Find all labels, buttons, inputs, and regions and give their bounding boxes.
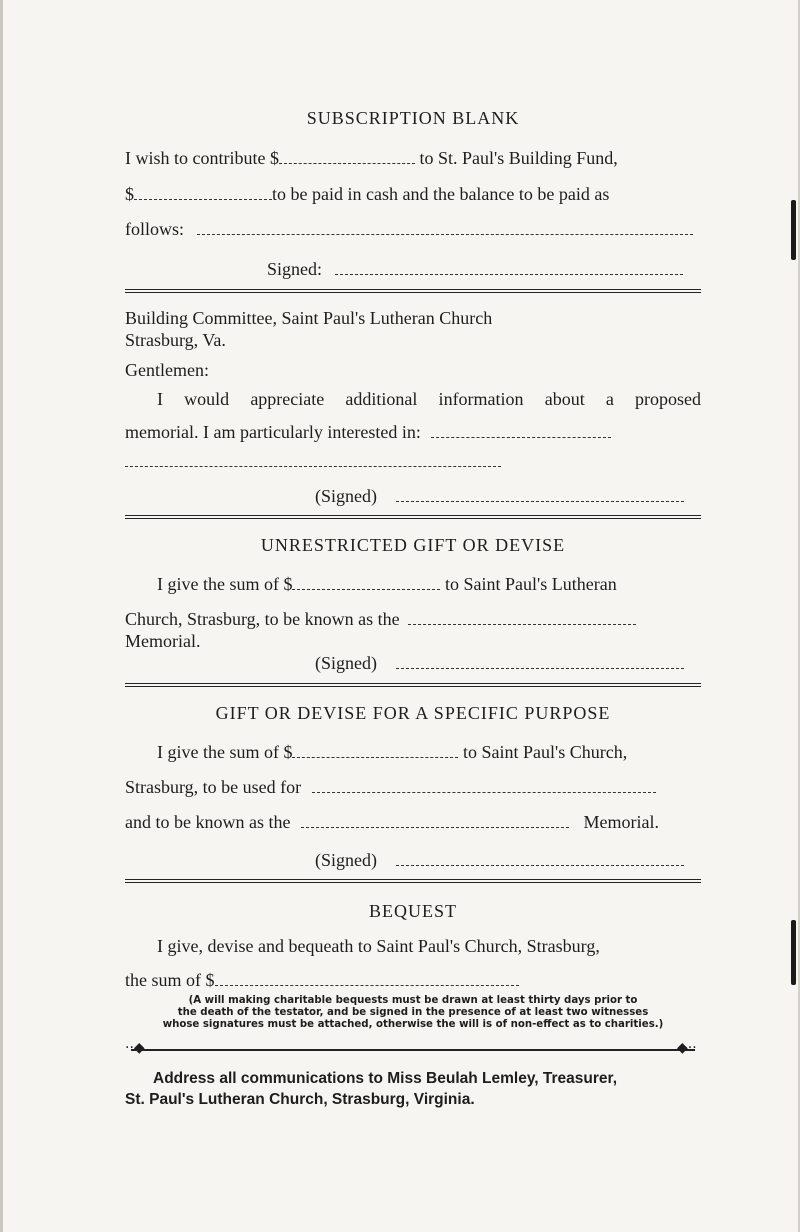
section-divider <box>125 879 701 883</box>
signature-blank[interactable] <box>335 260 683 275</box>
purpose-label: Strasburg, to be used for <box>125 777 302 797</box>
addressee-line-1: Building Committee, Saint Paul's Lutheran Church <box>125 308 493 328</box>
section-divider <box>125 515 701 519</box>
unrestricted-line-1 <box>157 573 701 595</box>
bequest-line-2 <box>125 969 701 991</box>
sum-label: I give the sum of $ <box>157 574 293 594</box>
address-line-1: Address all communications to Miss Beulah Lemley, Treasurer, <box>153 1070 618 1087</box>
subscription-line-2 <box>125 183 701 205</box>
known-as-label: and to be known as the <box>125 812 291 832</box>
address-line-2: St. Paul's Lutheran Church, Strasburg, Virginia. <box>125 1091 475 1108</box>
section-divider <box>125 683 701 687</box>
ornament-left-icon: ··◆ <box>125 1040 145 1056</box>
unrestricted-title: UNRESTRICTED GIFT OR DEVISE <box>260 535 566 555</box>
subscription-title: SUBSCRIPTION BLANK <box>306 108 520 128</box>
subscription-line-3 <box>125 218 701 240</box>
inquiry-body-2 <box>125 421 701 443</box>
salutation: Gentlemen: <box>125 360 209 380</box>
signed-label: (Signed) <box>315 486 377 506</box>
inquiry-body-1: I would appreciate additional information about a proposed <box>157 389 701 409</box>
note-line-3: whose signatures must be attached, otherwise the will is of non-effect as to charities.) <box>162 1019 664 1030</box>
unrestricted-line-2 <box>125 608 701 630</box>
subscription-line-1 <box>125 147 701 169</box>
unrestricted-line-3: Memorial. <box>125 631 201 651</box>
bequest-amount-blank[interactable] <box>215 971 519 986</box>
signature-blank[interactable] <box>396 654 684 669</box>
contribute-label: I wish to contribute $ <box>125 148 279 168</box>
sum-label: the sum of $ <box>125 970 215 990</box>
memorial-name-blank[interactable] <box>408 610 636 625</box>
recipient-label: to Saint Paul's Lutheran <box>440 574 617 594</box>
signed-label: (Signed) <box>315 850 377 870</box>
interest-blank-continued[interactable] <box>125 452 501 467</box>
recipient-label: to Saint Paul's Church, <box>458 742 628 762</box>
note-line-2: the death of the testator, and be signed in the presence of at least two witnesses <box>177 1007 649 1018</box>
gift-amount-blank[interactable] <box>292 575 440 590</box>
interest-blank[interactable] <box>431 423 611 438</box>
ornamental-divider <box>131 1049 695 1051</box>
scan-margin-mark <box>791 200 796 260</box>
section-divider <box>125 289 701 293</box>
sum-label: I give the sum of $ <box>157 742 293 762</box>
building-fund-label: to St. Paul's Building Fund, <box>414 148 618 168</box>
bequest-title: BEQUEST <box>369 901 457 921</box>
memorial-label: Memorial. <box>583 812 659 832</box>
note-line-1: (A will making charitable bequests must be drawn at least thirty days prior to <box>188 995 638 1006</box>
interest-label: memorial. I am particularly interested in: <box>125 422 421 442</box>
bequest-line-1: I give, devise and bequeath to Saint Paul's Church, Strasburg, <box>157 936 600 956</box>
specific-title: GIFT OR DEVISE FOR A SPECIFIC PURPOSE <box>215 703 611 723</box>
signature-blank[interactable] <box>396 487 684 502</box>
contribution-amount-blank[interactable] <box>279 149 415 164</box>
known-as-label: Church, Strasburg, to be known as the <box>125 609 400 629</box>
signed-label: Signed: <box>267 259 323 279</box>
specific-line-3 <box>125 811 701 833</box>
follows-label: follows: <box>125 219 185 239</box>
payment-schedule-blank[interactable] <box>197 220 693 235</box>
subscription-signature-line <box>267 258 701 280</box>
specific-line-2 <box>125 776 701 798</box>
inquiry-signature-line <box>315 485 701 507</box>
page-edge-left <box>0 0 3 1232</box>
ornament-right-icon: ◆·· <box>677 1040 697 1056</box>
cash-amount-blank[interactable] <box>134 185 272 200</box>
signature-blank[interactable] <box>396 851 684 866</box>
addressee-line-2: Strasburg, Va. <box>125 330 226 350</box>
specific-line-1 <box>157 741 701 763</box>
unrestricted-signature-line <box>315 652 701 674</box>
memorial-name-blank[interactable] <box>301 813 569 828</box>
purpose-blank[interactable] <box>312 778 656 793</box>
payment-terms-label: to be paid in cash and the balance to be paid as <box>272 184 610 204</box>
interest-continuation <box>125 450 701 472</box>
dollar-label: $ <box>125 184 134 204</box>
signed-label: (Signed) <box>315 653 377 673</box>
scan-margin-mark <box>791 920 796 985</box>
specific-signature-line <box>315 849 701 871</box>
bequest-note <box>125 995 701 1031</box>
gift-amount-blank[interactable] <box>292 743 458 758</box>
